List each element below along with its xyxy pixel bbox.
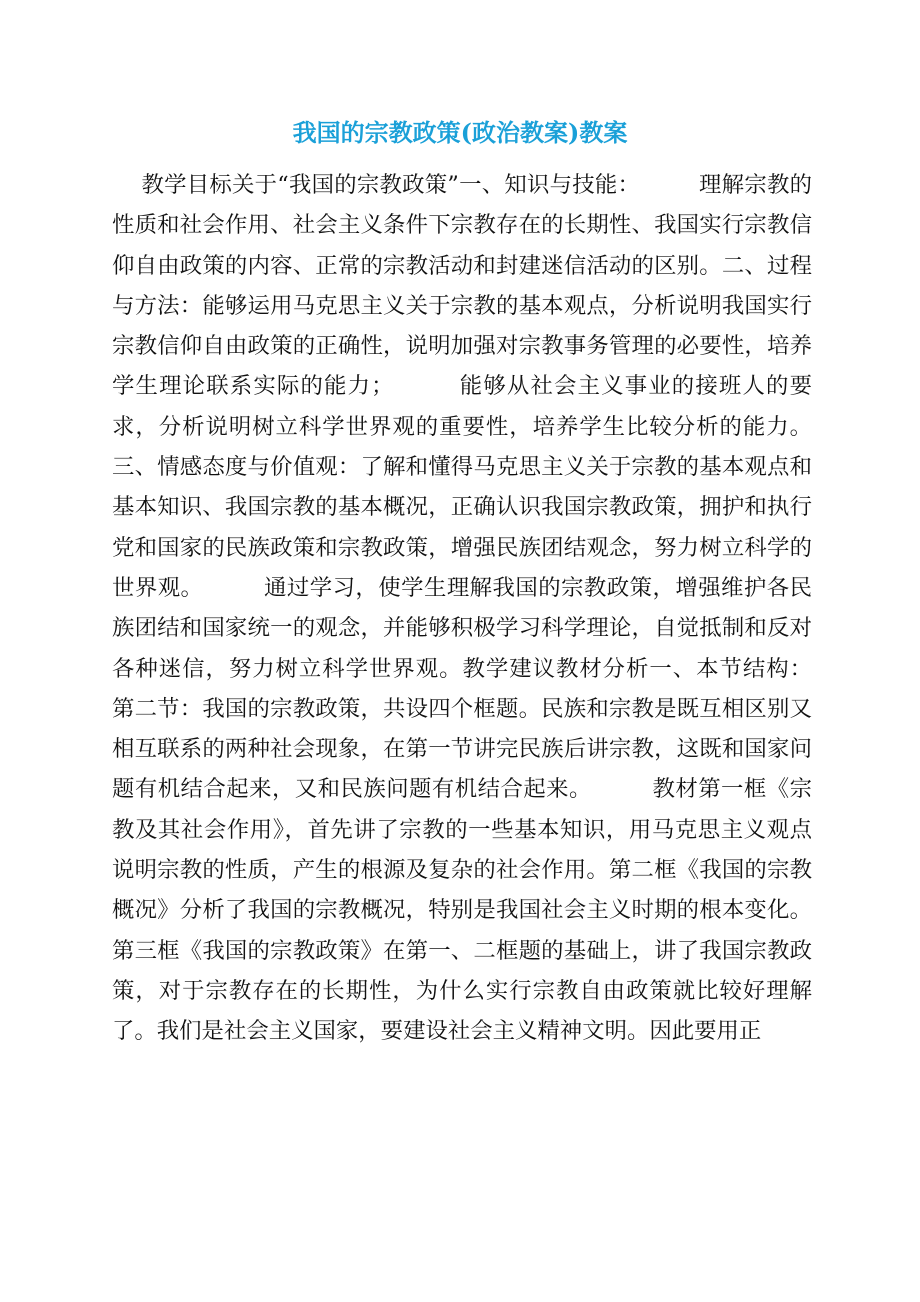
document-body-text: 教学目标关于“我国的宗教政策”一、知识与技能： 理解宗教的性质和社会作用、社会主义条件下宗教存在的长期性、我国实行宗教信仰自由政策的内容、正常的宗教活动和封建迷信活动的区别。二、过程与方法：能够运用马克思主义关于宗教的基本观点，分析说明我国实行宗教信仰自由政策的正确性，说明加强对宗教事务管理的必要性，培养学生理论联系实际的能力； 能够从社会主义事业的接班人的要求，分析说明树立科学世界观的重要性，培养学生比较分析的能力。三、情感态度与价值观：了解和懂得马克思主义关于宗教的基本观点和基本知识、我国宗教的基本概况，正确认识我国宗教政策，拥护和执行党和国家的民族政策和宗教政策，增强民族团结观念，努力树立科学的世界观。 通过学习，使学生理解我国的宗教政策，增强维护各民族团结和国家统一的观念，并能够积极学习科学理论，自觉抵制和反对各种迷信，努力树立科学世界观。教学建议教材分析一、本节结构： 第二节：我国的宗教政策，共设四个框题。民族和宗教是既互相区别又相互联系的两种社会现象，在第一节讲完民族后讲宗教，这既和国家问题有机结合起来，又和民族问题有机结合起来。 教材第一框《宗教及其社会作用》，首先讲了宗教的一些基本知识，用马克思主义观点说明宗教的性质，产生的根源及复杂的社会作用。第二框《我国的宗教概况》分析了我国的宗教概况，特别是我国社会主义时期的根本变化。第三框《我国的宗教政策》在第一、二框题的基础上，讲了我国宗教政策，对于宗教存在的长期性，为什么实行宗教自由政策就比较好理解了。我们是社会主义国家，要建设社会主义精神文明。因此要用正 [112, 172, 869, 1045]
document-title: 我国的宗教政策(政治教案)教案 [292, 118, 628, 147]
